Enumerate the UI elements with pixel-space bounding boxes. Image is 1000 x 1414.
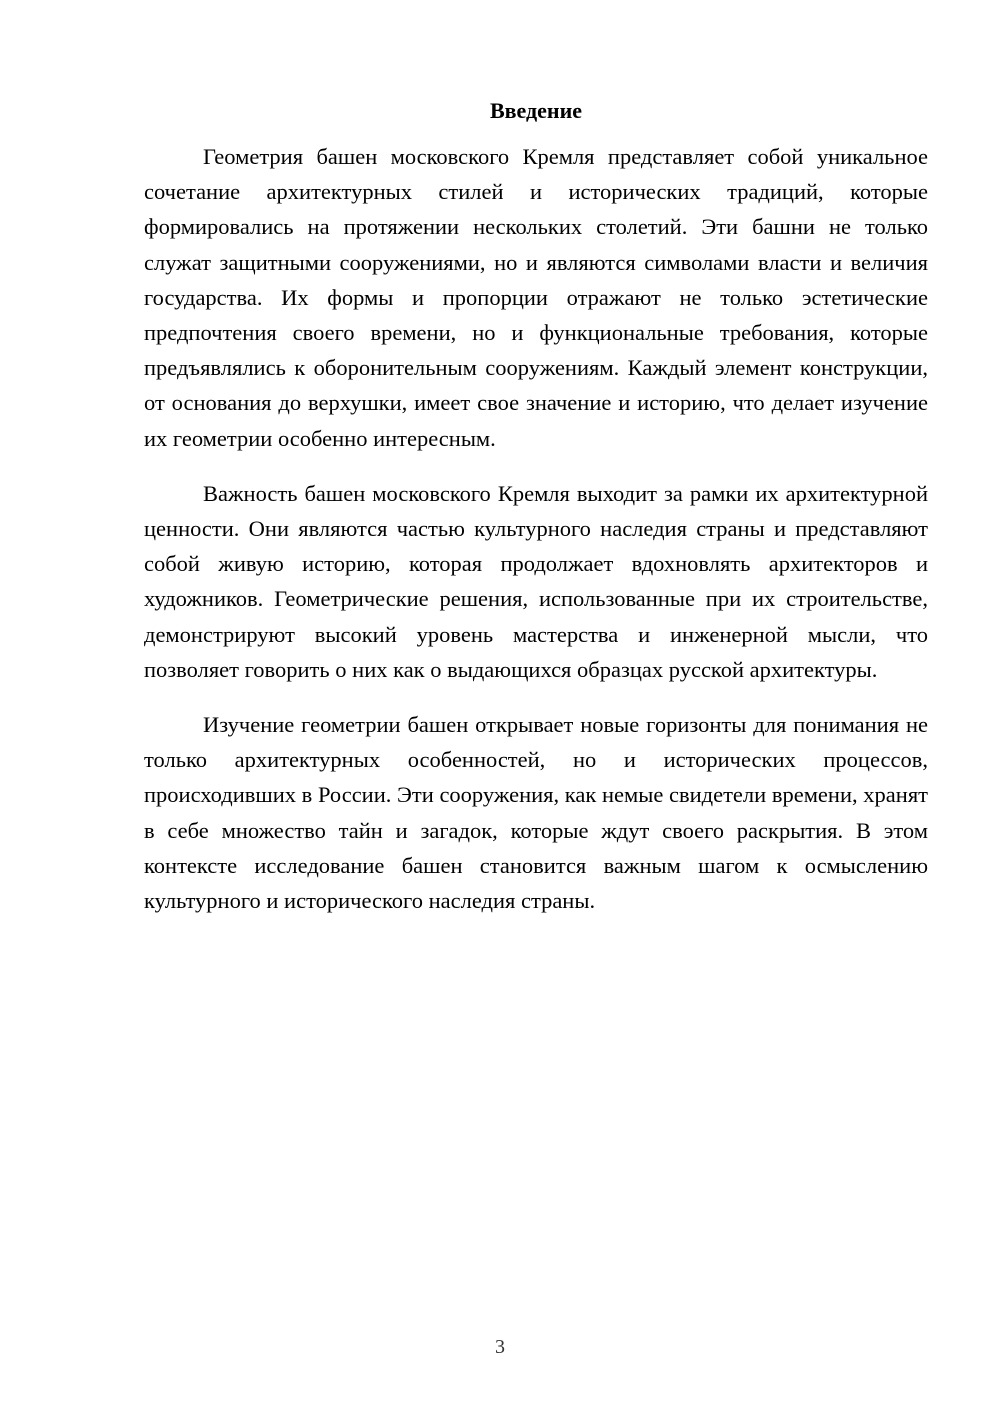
section-title: Введение <box>489 98 583 123</box>
page-number: 3 <box>495 1336 505 1358</box>
page-content <box>144 96 928 938</box>
paragraph-1: Геометрия башен московского Кремля представляет собой уникальное сочетание архитектурных стилей и исторических традиций, которые формировались на протяжении нескольких столетий. Эти башни не только служат защитными сооружениями, но и являются символами власти и величия государства. Их формы и пропорции отражают не только эстетические предпочтения своего времени, но и функциональные требования, которые предъявлялись к оборонительным сооружениям. Каждый элемент конструкции, от основания до верхушки, имеет свое значение и историю, что делает изучение их геометрии особенно интересным. <box>144 144 928 451</box>
paragraph-2: Важность башен московского Кремля выходит за рамки их архитектурной ценности. Они являются частью культурного наследия страны и представляют собой живую историю, которая продолжает вдохновлять архитекторов и художников. Геометрические решения, использованные при их строительстве, демонстрируют высокий уровень мастерства и инженерной мысли, что позволяет говорить о них как о выдающихся образцах русской архитектуры. <box>144 480 928 682</box>
paragraph-3: Изучение геометрии башен открывает новые горизонты для понимания не только архитектурных особенностей, но и исторических процессов, происходивших в России. Эти сооружения, как немые свидетели времени, хранят в себе множество тайн и загадок, которые ждут своего раскрытия. В этом контексте исследование башен становится важным шагом к осмыслению культурного и исторического наследия страны. <box>144 712 928 914</box>
